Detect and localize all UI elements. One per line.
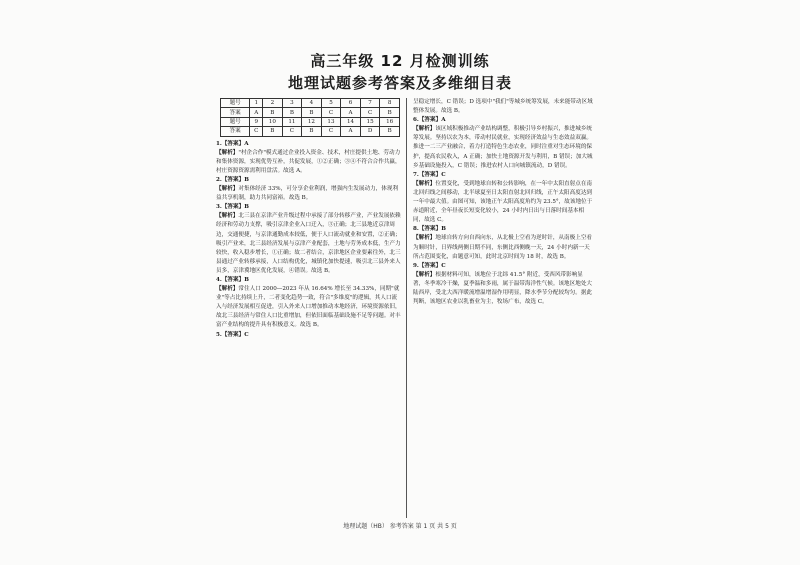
table-cell: 9 <box>250 117 263 126</box>
explanation-text: 对集体经济 33%，可分享企业利润，增强内生发展动力，体现利益共享机制，助力共同富裕。故选 B。 <box>216 186 399 202</box>
table-cell: B <box>263 127 283 136</box>
table-cell: A <box>250 108 263 117</box>
answer-item <box>216 176 401 185</box>
explanation-label: 【解析】 <box>413 235 436 242</box>
table-cell: C <box>321 127 341 136</box>
answer-label: 4.【答案】B <box>216 276 249 283</box>
explanation-label: 【解析】 <box>216 213 239 220</box>
answer-item <box>413 171 593 180</box>
explanation-label: 【解析】 <box>216 186 239 193</box>
table-row <box>221 99 400 108</box>
table-cell: 3 <box>282 99 302 108</box>
explanation <box>413 98 593 116</box>
table-cell: 14 <box>341 117 361 126</box>
answer-item <box>413 116 593 125</box>
table-row <box>221 117 400 126</box>
answer-label: 1.【答案】A <box>216 140 249 147</box>
table-cell: B <box>263 108 283 117</box>
answer-item <box>216 140 401 149</box>
answer-label: 5.【答案】C <box>216 331 249 338</box>
table-row <box>221 127 400 136</box>
explanation-text: 地球自转方向自西向东，从北极上空看为逆时针，从南极上空看为顺时针，日界线两侧日期不同，东侧比西侧晚一天，24 小时内新一天所占范围变化，由题意可知，此时北京时间为 18 时，故选 B。 <box>413 235 593 260</box>
answer-label: 8.【答案】B <box>413 226 446 233</box>
table-cell: 12 <box>302 117 322 126</box>
document-title: 高三年级 12 月检测训练 <box>310 52 490 70</box>
left-column <box>216 98 401 516</box>
explanation <box>216 285 401 330</box>
right-column <box>413 98 593 516</box>
table-cell: 15 <box>360 117 380 126</box>
explanation <box>216 185 401 203</box>
answer-item <box>216 203 401 212</box>
answer-table <box>220 98 400 137</box>
table-cell: A <box>341 127 361 136</box>
table-cell: 8 <box>380 99 400 108</box>
answer-label: 9.【答案】C <box>413 262 446 269</box>
explanation-text: "村企合作"模式通过企业投入资金、技术，村庄提供土地、劳动力和集体资源，实现优势互补，共促发展，①②正确；③④不符合合作共赢，村庄资源资源需利用盘活。故选 A。 <box>216 149 401 174</box>
table-cell: A <box>341 108 361 117</box>
explanation <box>413 234 593 261</box>
explanation <box>413 271 593 307</box>
answer-item <box>413 225 593 234</box>
document-subtitle: 地理试题参考答案及多维细目表 <box>287 74 512 92</box>
table-cell: 题号 <box>221 99 250 108</box>
answer-item <box>216 276 401 285</box>
answer-label: 7.【答案】C <box>413 171 446 178</box>
table-cell: C <box>250 127 263 136</box>
explanation-label: 【解析】 <box>413 180 436 187</box>
table-cell: 答案 <box>221 108 250 117</box>
table-cell: 2 <box>263 99 283 108</box>
explanation-text: 根据材料可知，该地位于北纬 41.5° 附近，受西风带影响显著，冬季寒冷干燥，夏季温和多雨，属于温带海洋性气候。该地区地处大陆西岸，受北大西洋暖流增温增湿作用明显，降水季节分配较均匀。据此判断，该地区农业以乳畜业为主，牧场广布，故选 C。 <box>413 271 593 306</box>
table-cell: 5 <box>321 99 341 108</box>
answer-label: 2.【答案】B <box>216 176 249 183</box>
explanation <box>413 125 593 170</box>
answer-item <box>216 331 401 340</box>
answer-item <box>413 262 593 271</box>
table-cell: 答案 <box>221 127 250 136</box>
explanation-text: 该区域积极推动产业结构调整，积极引导乡村振兴，推进城乡统筹发展。坚持以农为本，带动村民就业，实现经济效益与生态效益双赢。推进一二三产业融合，着力打造特色生态农业，同时注重对生态环境的保护，提高农民收入，A 正确；加快土地资源开发与利用，B 错误；加大城乡基础设施投入，C 错误；推进农村人口向城镇流动，D 错误。 <box>413 126 593 169</box>
explanation-text: 北三县在京津产业升级过程中承接了部分转移产业，产业发展依赖经济和劳动力支撑，吸引京津企业入口迁入，③正确；北三县地近京津周边，交通便捷，与京津通勤成本较低，便于人口流动就业和安置，②正确；吸引产业来，北三县经济发展与京津产业配套，土地与劳务成本低，生产力较快，收入稳步增长，①正确；故二者结合，京津地区企业要素往外，北三县通过产业转移承接，人口结构优化，城镇化加快提速，吸引北三县外来人员多，京津冀地区优化发展，④错误。故选 B。 <box>216 213 401 274</box>
table-cell: 7 <box>360 99 380 108</box>
table-cell: 1 <box>250 99 263 108</box>
page-footer: 地理试题（HB） 参考答案 第 1 页 共 5 页 <box>343 523 457 530</box>
table-cell: B <box>380 108 400 117</box>
explanation-text: 常住人口 2000—2023 年从 16.64% 增长至 34.33%，同期"就业"等占比持续上升，二者变化趋势一致，符合"多维度"的逻辑，其人口流入与经济发展相互促进，引入外来人口增加推动本地经济，环境资源依旧，故北三县经济与常住人口比重增加，但依旧面临基础设施不足等问题。对丰富产业结构的提升具有积极意义。故选 B。 <box>216 286 401 329</box>
explanation-text: 呈稳定增长，C 错误；D 选项中"我们"等城乡统筹发展，未来能带动区域整体发展。故选 B。 <box>413 99 593 115</box>
explanation <box>413 180 593 225</box>
explanation <box>216 149 401 176</box>
table-cell: 4 <box>302 99 322 108</box>
table-cell: C <box>282 127 302 136</box>
table-cell: 11 <box>282 117 302 126</box>
table-cell: C <box>321 108 341 117</box>
explanation-label: 【解析】 <box>413 126 436 133</box>
table-cell: D <box>360 127 380 136</box>
table-cell: C <box>360 108 380 117</box>
explanation-label: 【解析】 <box>216 149 239 156</box>
column-divider <box>406 98 407 518</box>
explanation <box>216 212 401 276</box>
table-cell: 10 <box>263 117 283 126</box>
table-row <box>221 108 400 117</box>
table-cell: B <box>302 127 322 136</box>
table-cell: B <box>302 108 322 117</box>
explanation-text: 位置变化，受到地球自转和公转影响，在一年中太阳直射点在南北回归线之间移动，北半球夏至日太阳直射北回归线，正午太阳高度达到一年中最大值。由图可知，该地正午太阳高度角约为 23.5°，故该地位于赤道附近，全年昼夜长短变化较小，24 小时内日出与日落时间基本相同，故选 C。 <box>413 180 593 224</box>
explanation-label: 【解析】 <box>413 271 436 278</box>
table-cell: 6 <box>341 99 361 108</box>
table-cell: 13 <box>321 117 341 126</box>
table-cell: 16 <box>380 117 400 126</box>
answer-label: 3.【答案】B <box>216 204 249 211</box>
table-cell: 题号 <box>221 117 250 126</box>
explanation-label: 【解析】 <box>216 286 239 293</box>
table-cell: B <box>380 127 400 136</box>
answer-label: 6.【答案】A <box>413 117 446 124</box>
table-cell: B <box>282 108 302 117</box>
